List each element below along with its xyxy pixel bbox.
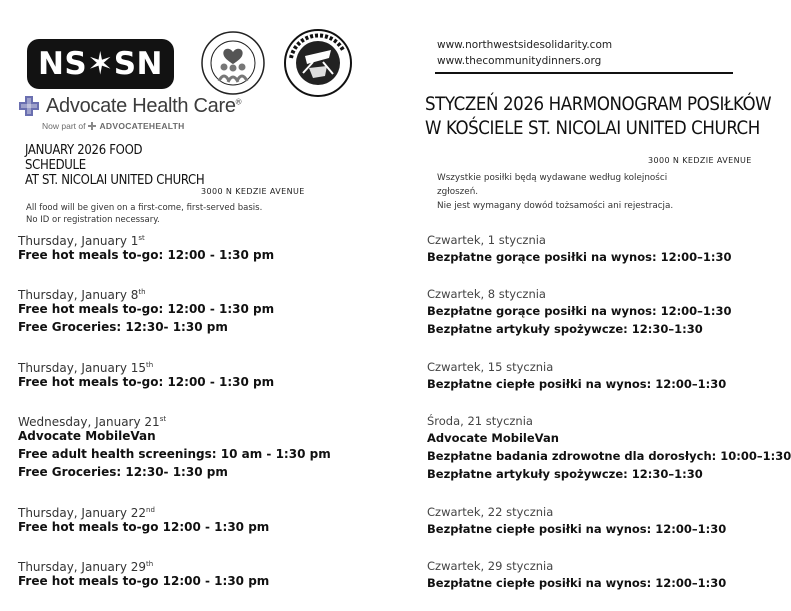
event-line: Bezpłatne ciepłe posiłki na wynos: 12:00–1:30 xyxy=(427,522,727,536)
event-date: Czwartek, 1 stycznia xyxy=(427,233,546,247)
english-event-list xyxy=(18,230,331,596)
polish-title: STYCZEŃ 2026 HARMONOGRAM POSIŁKÓW W KOŚCIELE ST. NICOLAI UNITED CHURCH xyxy=(425,94,772,139)
event-jan-21-pl xyxy=(427,413,791,504)
event-line: Advocate MobileVan xyxy=(18,429,156,443)
website-links xyxy=(437,37,612,69)
community-dinners-seal-icon xyxy=(283,28,353,98)
event-line: Bezpłatne artykuły spożywcze: 12:30–1:30 xyxy=(427,322,703,336)
event-jan-15-pl xyxy=(427,359,791,413)
event-jan-8-pl xyxy=(427,286,791,359)
event-date: Czwartek, 22 stycznia xyxy=(427,505,554,519)
event-date: Wednesday, January 21st xyxy=(18,415,167,429)
event-line: Advocate MobileVan xyxy=(427,431,559,445)
advocate-health-care-logo xyxy=(18,92,241,120)
thecommunitydinners-link[interactable]: www.thecommunitydinners.org xyxy=(437,55,602,67)
event-date: Czwartek, 29 stycznia xyxy=(427,559,554,573)
advocate-name: Advocate Health Care® xyxy=(46,94,242,117)
divider-rule xyxy=(435,72,733,74)
polish-address: 3000 N KEDZIE AVENUE xyxy=(648,156,752,165)
event-jan-29 xyxy=(18,556,331,596)
english-address: 3000 N KEDZIE AVENUE xyxy=(201,187,305,196)
event-date: Thursday, January 29th xyxy=(18,560,154,574)
event-line: Free hot meals to-go: 12:00 - 1:30 pm xyxy=(18,302,275,316)
event-line: Bezpłatne ciepłe posiłki na wynos: 12:00–1:30 xyxy=(427,576,727,590)
event-line: Free hot meals to-go 12:00 - 1:30 pm xyxy=(18,574,270,588)
event-date: Thursday, January 15th xyxy=(18,361,154,375)
event-line: Free Groceries: 12:30- 1:30 pm xyxy=(18,465,228,479)
event-jan-8 xyxy=(18,284,331,357)
event-line: Bezpłatne gorące posiłki na wynos: 12:00–1:30 xyxy=(427,250,732,264)
event-date: Thursday, January 22nd xyxy=(18,506,155,520)
event-jan-1 xyxy=(18,230,331,284)
event-jan-22 xyxy=(18,502,331,556)
english-note: All food will be given on a first-come, first-served basis. No ID or registration necessary. xyxy=(26,203,263,225)
english-column xyxy=(0,0,395,611)
event-date: Thursday, January 8th xyxy=(18,288,146,302)
mutual-aid-seal-icon xyxy=(200,30,266,96)
event-line: Free Groceries: 12:30- 1:30 pm xyxy=(18,320,228,334)
event-line: Bezpłatne artykuły spożywcze: 12:30–1:30 xyxy=(427,467,703,481)
event-line: Bezpłatne badania zdrowotne dla dorosłych: 10:00–1:30 xyxy=(427,449,791,463)
event-line: Free hot meals to-go: 12:00 - 1:30 pm xyxy=(18,248,275,262)
polish-column xyxy=(395,0,791,611)
event-jan-21 xyxy=(18,411,331,502)
event-line: Bezpłatne ciepłe posiłki na wynos: 12:00–1:30 xyxy=(427,377,727,391)
event-line: Free hot meals to-go: 12:00 - 1:30 pm xyxy=(18,375,275,389)
event-date: Czwartek, 8 stycznia xyxy=(427,287,546,301)
event-line: Bezpłatne gorące posiłki na wynos: 12:00–1:30 xyxy=(427,304,732,318)
northwestsidesolidarity-link[interactable]: www.northwestsidesolidarity.com xyxy=(437,39,613,51)
event-line: Free adult health screenings: 10 am - 1:30 pm xyxy=(18,447,331,461)
event-line: Free hot meals to-go 12:00 - 1:30 pm xyxy=(18,520,270,534)
advocate-mini-cross-icon xyxy=(88,122,96,130)
event-date: Czwartek, 15 stycznia xyxy=(427,360,554,374)
event-date: Thursday, January 1st xyxy=(18,234,145,248)
event-jan-15 xyxy=(18,357,331,411)
polish-note: Wszystkie posiłki będą wydawane według kolejności zgłoszeń. Nie jest wymagany dowód tożsamości ani rejestracja. xyxy=(437,173,674,211)
now-part-of-advocate-health: Now part of ADVOCATEHEALTH xyxy=(42,121,185,131)
event-jan-29-pl xyxy=(427,558,791,598)
event-jan-1-pl xyxy=(427,232,791,286)
event-jan-22-pl xyxy=(427,504,791,558)
english-title: JANUARY 2026 FOOD SCHEDULE AT ST. NICOLAI UNITED CHURCH xyxy=(25,143,205,188)
event-date: Środa, 21 stycznia xyxy=(427,414,533,428)
ns-sn-logo: NS✶SN xyxy=(27,39,174,89)
advocate-cross-icon xyxy=(18,95,40,117)
polish-event-list xyxy=(427,232,791,598)
